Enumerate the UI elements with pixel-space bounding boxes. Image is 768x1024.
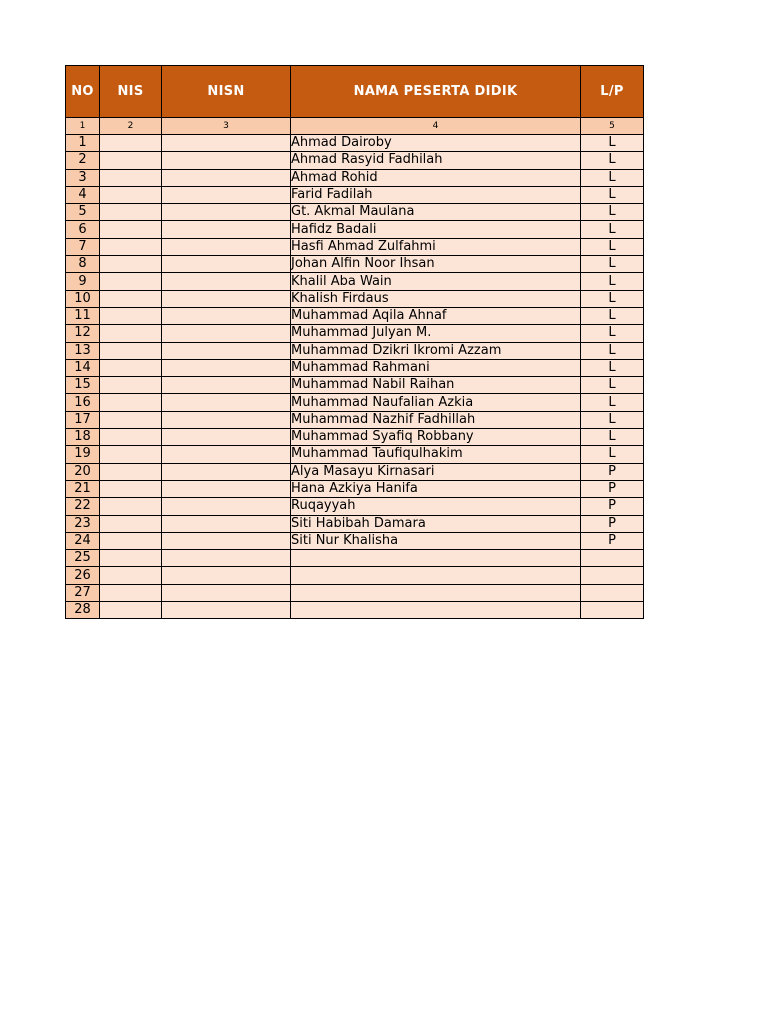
cell-nis	[100, 394, 162, 411]
cell-lp: L	[581, 135, 644, 152]
student-roster-table	[65, 65, 644, 619]
cell-nisn	[162, 394, 291, 411]
cell-lp	[581, 584, 644, 601]
table-row	[66, 238, 644, 255]
cell-lp: P	[581, 480, 644, 497]
cell-nisn	[162, 515, 291, 532]
table-row	[66, 377, 644, 394]
cell-nis	[100, 169, 162, 186]
cell-lp: L	[581, 204, 644, 221]
cell-nis	[100, 186, 162, 203]
cell-nisn	[162, 359, 291, 376]
table-row	[66, 290, 644, 307]
cell-nisn	[162, 463, 291, 480]
cell-nis	[100, 498, 162, 515]
cell-no: 1	[66, 135, 100, 152]
cell-nisn	[162, 169, 291, 186]
cell-nis	[100, 152, 162, 169]
cell-no: 2	[66, 152, 100, 169]
cell-nama: Farid Fadilah	[291, 186, 581, 203]
cell-nama	[291, 602, 581, 619]
cell-no: 5	[66, 204, 100, 221]
cell-nisn	[162, 290, 291, 307]
cell-nis	[100, 446, 162, 463]
cell-no: 15	[66, 377, 100, 394]
cell-lp: L	[581, 342, 644, 359]
cell-lp: L	[581, 273, 644, 290]
cell-nis	[100, 221, 162, 238]
table-row	[66, 532, 644, 549]
cell-nisn	[162, 221, 291, 238]
table-row	[66, 411, 644, 428]
cell-nisn	[162, 532, 291, 549]
table-row	[66, 169, 644, 186]
cell-nama: Gt. Akmal Maulana	[291, 204, 581, 221]
cell-nama	[291, 550, 581, 567]
cell-no: 27	[66, 584, 100, 601]
cell-nisn	[162, 411, 291, 428]
cell-nama: Ahmad Dairoby	[291, 135, 581, 152]
cell-nis	[100, 256, 162, 273]
cell-nama: Hafidz Badali	[291, 221, 581, 238]
table-row	[66, 204, 644, 221]
table-row	[66, 394, 644, 411]
cell-no: 21	[66, 480, 100, 497]
table-row	[66, 463, 644, 480]
cell-nisn	[162, 152, 291, 169]
cell-nama: Ruqayyah	[291, 498, 581, 515]
cell-nis	[100, 411, 162, 428]
cell-nama: Muhammad Naufalian Azkia	[291, 394, 581, 411]
cell-nisn	[162, 446, 291, 463]
cell-nama: Muhammad Nabil Raihan	[291, 377, 581, 394]
cell-nisn	[162, 325, 291, 342]
cell-nama: Hasfi Ahmad Zulfahmi	[291, 238, 581, 255]
cell-nisn	[162, 567, 291, 584]
cell-lp: P	[581, 532, 644, 549]
table-row	[66, 550, 644, 567]
cell-lp: L	[581, 359, 644, 376]
cell-no: 25	[66, 550, 100, 567]
table-row	[66, 359, 644, 376]
cell-nisn	[162, 135, 291, 152]
cell-nama: Muhammad Aqila Ahnaf	[291, 307, 581, 324]
cell-no: 18	[66, 429, 100, 446]
column-number: 2	[100, 118, 162, 135]
cell-nis	[100, 342, 162, 359]
table-row	[66, 567, 644, 584]
cell-nis	[100, 204, 162, 221]
cell-nis	[100, 550, 162, 567]
cell-nisn	[162, 204, 291, 221]
cell-lp	[581, 602, 644, 619]
cell-no: 4	[66, 186, 100, 203]
cell-no: 11	[66, 307, 100, 324]
table-row	[66, 602, 644, 619]
cell-nisn	[162, 550, 291, 567]
cell-lp	[581, 567, 644, 584]
table-row	[66, 221, 644, 238]
cell-nis	[100, 307, 162, 324]
cell-nis	[100, 135, 162, 152]
column-number: 5	[581, 118, 644, 135]
header-no: NO	[66, 66, 100, 118]
cell-lp: L	[581, 152, 644, 169]
cell-nama: Siti Habibah Damara	[291, 515, 581, 532]
cell-nis	[100, 602, 162, 619]
cell-no: 19	[66, 446, 100, 463]
cell-nisn	[162, 429, 291, 446]
cell-lp: L	[581, 411, 644, 428]
cell-nama: Siti Nur Khalisha	[291, 532, 581, 549]
cell-nama: Khalil Aba Wain	[291, 273, 581, 290]
cell-lp: L	[581, 377, 644, 394]
table-row	[66, 342, 644, 359]
cell-nama: Ahmad Rasyid Fadhilah	[291, 152, 581, 169]
cell-nama: Muhammad Taufiqulhakim	[291, 446, 581, 463]
cell-nis	[100, 290, 162, 307]
cell-nama: Hana Azkiya Hanifa	[291, 480, 581, 497]
cell-no: 8	[66, 256, 100, 273]
cell-no: 3	[66, 169, 100, 186]
cell-no: 24	[66, 532, 100, 549]
cell-no: 12	[66, 325, 100, 342]
table-row	[66, 480, 644, 497]
cell-nisn	[162, 377, 291, 394]
cell-lp: L	[581, 446, 644, 463]
cell-lp	[581, 550, 644, 567]
cell-nama	[291, 584, 581, 601]
cell-no: 17	[66, 411, 100, 428]
cell-nis	[100, 377, 162, 394]
cell-nisn	[162, 238, 291, 255]
column-number-row	[66, 118, 644, 135]
table-row	[66, 515, 644, 532]
cell-lp: L	[581, 325, 644, 342]
table-row	[66, 273, 644, 290]
cell-nisn	[162, 498, 291, 515]
cell-no: 10	[66, 290, 100, 307]
cell-nama	[291, 567, 581, 584]
cell-no: 14	[66, 359, 100, 376]
cell-nisn	[162, 584, 291, 601]
cell-lp: L	[581, 169, 644, 186]
cell-lp: P	[581, 498, 644, 515]
cell-nis	[100, 325, 162, 342]
cell-nis	[100, 584, 162, 601]
header-nisn: NISN	[162, 66, 291, 118]
cell-no: 20	[66, 463, 100, 480]
table-row	[66, 186, 644, 203]
cell-no: 7	[66, 238, 100, 255]
cell-no: 6	[66, 221, 100, 238]
cell-nis	[100, 515, 162, 532]
cell-nis	[100, 429, 162, 446]
cell-nisn	[162, 307, 291, 324]
cell-nama: Johan Alfin Noor Ihsan	[291, 256, 581, 273]
cell-nisn	[162, 602, 291, 619]
cell-nis	[100, 238, 162, 255]
cell-nisn	[162, 256, 291, 273]
cell-nama: Muhammad Syafiq Robbany	[291, 429, 581, 446]
cell-nis	[100, 463, 162, 480]
table-row	[66, 429, 644, 446]
cell-no: 9	[66, 273, 100, 290]
cell-nisn	[162, 480, 291, 497]
cell-no: 23	[66, 515, 100, 532]
cell-lp: P	[581, 463, 644, 480]
header-lp: L/P	[581, 66, 644, 118]
cell-no: 26	[66, 567, 100, 584]
cell-nama: Muhammad Dzikri Ikromi Azzam	[291, 342, 581, 359]
cell-lp: L	[581, 221, 644, 238]
column-number: 4	[291, 118, 581, 135]
cell-lp: L	[581, 290, 644, 307]
column-number: 1	[66, 118, 100, 135]
roster-body	[66, 135, 644, 619]
cell-nama: Muhammad Rahmani	[291, 359, 581, 376]
cell-no: 16	[66, 394, 100, 411]
cell-lp: L	[581, 186, 644, 203]
header-row	[66, 66, 644, 118]
header-nis: NIS	[100, 66, 162, 118]
cell-nisn	[162, 186, 291, 203]
cell-nama: Khalish Firdaus	[291, 290, 581, 307]
table-row	[66, 498, 644, 515]
cell-lp: L	[581, 394, 644, 411]
cell-no: 22	[66, 498, 100, 515]
header-nama: NAMA PESERTA DIDIK	[291, 66, 581, 118]
cell-lp: P	[581, 515, 644, 532]
cell-lp: L	[581, 238, 644, 255]
table-row	[66, 446, 644, 463]
cell-nis	[100, 567, 162, 584]
cell-nis	[100, 532, 162, 549]
cell-lp: L	[581, 429, 644, 446]
table-row	[66, 135, 644, 152]
cell-nama: Muhammad Nazhif Fadhillah	[291, 411, 581, 428]
cell-nis	[100, 480, 162, 497]
cell-nama: Alya Masayu Kirnasari	[291, 463, 581, 480]
cell-lp: L	[581, 256, 644, 273]
cell-nisn	[162, 342, 291, 359]
cell-no: 28	[66, 602, 100, 619]
table-row	[66, 325, 644, 342]
cell-nama: Ahmad Rohid	[291, 169, 581, 186]
table-row	[66, 307, 644, 324]
cell-nis	[100, 359, 162, 376]
cell-lp: L	[581, 307, 644, 324]
cell-nisn	[162, 273, 291, 290]
table-row	[66, 584, 644, 601]
cell-no: 13	[66, 342, 100, 359]
table-row	[66, 256, 644, 273]
cell-nis	[100, 273, 162, 290]
cell-nama: Muhammad Julyan M.	[291, 325, 581, 342]
table-row	[66, 152, 644, 169]
column-number: 3	[162, 118, 291, 135]
